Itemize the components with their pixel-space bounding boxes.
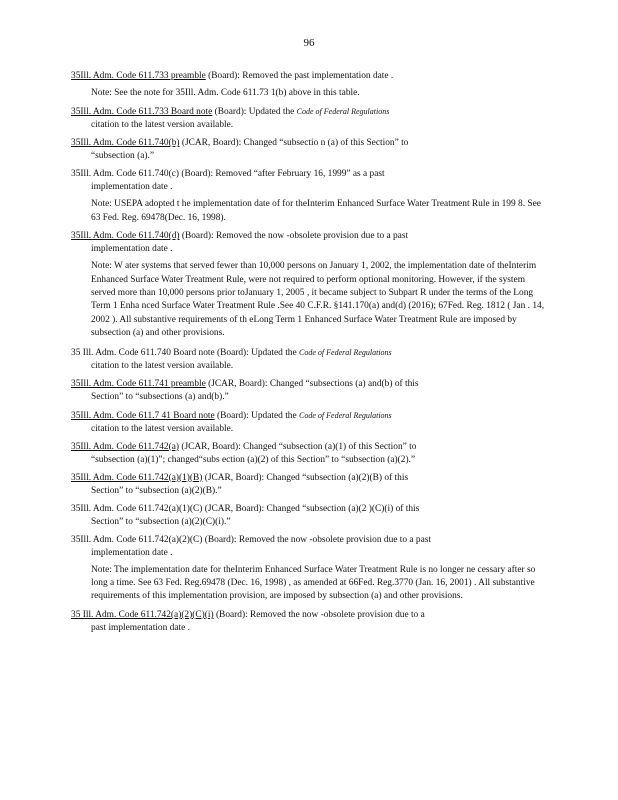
citation: 35 Ill. Adm. Code 611.740 Board note [71, 347, 215, 358]
citation: 35Ill. Adm. Code 611.741 preamble [71, 378, 206, 389]
citation: 35Ill. Adm. Code 611.742(a)(1)(C) [71, 503, 203, 514]
amendment-entry [71, 70, 546, 83]
entry-continuation: implementation date . [91, 547, 173, 558]
entry-text: (JCAR, Board): Changed “subsectio n (a) of this Section” to [179, 138, 409, 149]
citation: 35Ill. Adm. Code 611.7 41 Board note [71, 410, 215, 421]
amendment-entry [71, 378, 546, 404]
amendment-entry [71, 472, 546, 498]
entry-continuation: citation to the latest version available. [91, 360, 234, 371]
entry-continuation: “subsection (a)(1)”; changed“subs ection (a)(2) of this Section” to “subsection (a)(2).” [91, 454, 416, 465]
amendment-entry [71, 105, 546, 132]
entry-continuation: citation to the latest version available. [91, 120, 234, 131]
entry-text: (JCAR, Board): Changed “subsection (a)(2)(B) of this [202, 472, 409, 483]
amendment-entry [71, 409, 546, 436]
entry-continuation: implementation date . [91, 244, 173, 255]
note: Note: W ater systems that served fewer than 10,000 persons on January 1, 2002, the implementation date of theInterim Enhanced Surface Water Treatment Rule, were not required to perform optional monitoring. However, if the system served more than 10,000 persons prior toJanuary 1, 2005 , it became subject to Subpart R under the terms of the Long Term 1 Enha nced Surface Water Treatment Rule .See 40 C.F.R. §141.170(a) and(d) (2016); 67Fed. Reg. 1812 ( Jan . 14, 2002 ). All substantive requirements of th eLong Term 1 Enhanced Surface Water Treatment Rule are imposed by subsection (a) and other provisions. [91, 261, 545, 339]
entry-text: (Board): Removed the now -obsolete provision due to a past [179, 231, 409, 242]
entry-continuation: implementation date . [91, 182, 173, 193]
amendment-entry [71, 346, 546, 373]
italic-title: Code of Federal Regulations [299, 347, 392, 357]
entry-continuation: Section” to “subsection (a)(2)(C)(i).” [91, 516, 231, 527]
amendment-entry [71, 168, 546, 194]
page-number: 96 [303, 37, 315, 49]
entry-continuation: past implementation date . [91, 622, 190, 633]
entry-text: (JCAR, Board): Changed “subsection (a)(1) of this Section” to [178, 441, 417, 452]
entry-continuation: citation to the latest version available. [91, 423, 234, 434]
citation: 35Ill. Adm. Code 611.742(a)(2)(C) [71, 534, 203, 545]
italic-title: Code of Federal Regulations [296, 107, 390, 117]
italic-title: Code of Federal Regulations [299, 410, 392, 420]
amendment-list [71, 70, 546, 640]
amendment-entry [71, 534, 546, 560]
entry-text: (Board): Updated the [212, 107, 297, 118]
citation: 35Ill. Adm. Code 611.742(a) [71, 441, 179, 452]
note: Note: USEPA adopted t he implementation date of for theInterim Enhanced Surface Water Treatment Rule in 199 8. See 63 Fed. Reg. 69478(Dec. 16, 1998). [91, 199, 541, 223]
amendment-entry [71, 137, 546, 163]
citation: 35Ill. Adm. Code 611.740(c) [71, 169, 179, 180]
note: Note: See the note for 35Ill. Adm. Code 611.73 1(b) above in this table. [91, 88, 360, 98]
note: Note: The implementation date for theInterim Enhanced Surface Water Treatment Rule is no longer ne cessary after so long a time. See 63 Fed. Reg.69478 (Dec. 16, 1998) , as amended at 66Fed. Reg.3770 (Jan. 16, 2001) . All substantive requirements of this implementation provision, are imposed by subsection (a) and other provisions. [91, 564, 536, 602]
citation: 35Ill. Adm. Code 611.733 Board note [71, 107, 213, 118]
amendment-entry [71, 441, 546, 467]
entry-continuation: Section” to “subsection (a)(2)(B).” [91, 485, 222, 496]
citation: 35Ill. Adm. Code 611.742(a)(1)(B) [71, 472, 203, 483]
entry-text: (Board): Removed “after February 16, 1999” as a past [178, 169, 385, 180]
entry-text: (Board): Removed the now -obsolete provision due to a [213, 609, 425, 620]
entry-text: (Board): Removed the now -obsolete provision due to a past [202, 534, 432, 545]
citation: 35Ill. Adm. Code 611.733 preamble [71, 71, 206, 81]
entry-text: (Board): Removed the past implementation date . [205, 71, 394, 81]
amendment-entry [71, 230, 546, 256]
entry-text: (Board): Updated the [214, 410, 300, 421]
amendment-entry [71, 609, 546, 635]
citation: 35 Ill. Adm. Code 611.742(a)(2)(C)(i) [71, 609, 214, 620]
entry-text: (JCAR, Board): Changed “subsection (a)(2 )(C)(i) of this [202, 503, 420, 514]
citation: 35Ill. Adm. Code 611.740(d) [71, 231, 180, 242]
citation: 35Ill. Adm. Code 611.740(b) [71, 138, 180, 149]
entry-text: (JCAR, Board): Changed “subsections (a) and(b) of this [205, 378, 419, 389]
amendment-entry [71, 503, 546, 529]
entry-text: (Board): Updated the [214, 347, 300, 358]
entry-continuation: Section” to “subsections (a) and(b).” [91, 391, 229, 402]
entry-continuation: “subsection (a).” [91, 151, 154, 162]
